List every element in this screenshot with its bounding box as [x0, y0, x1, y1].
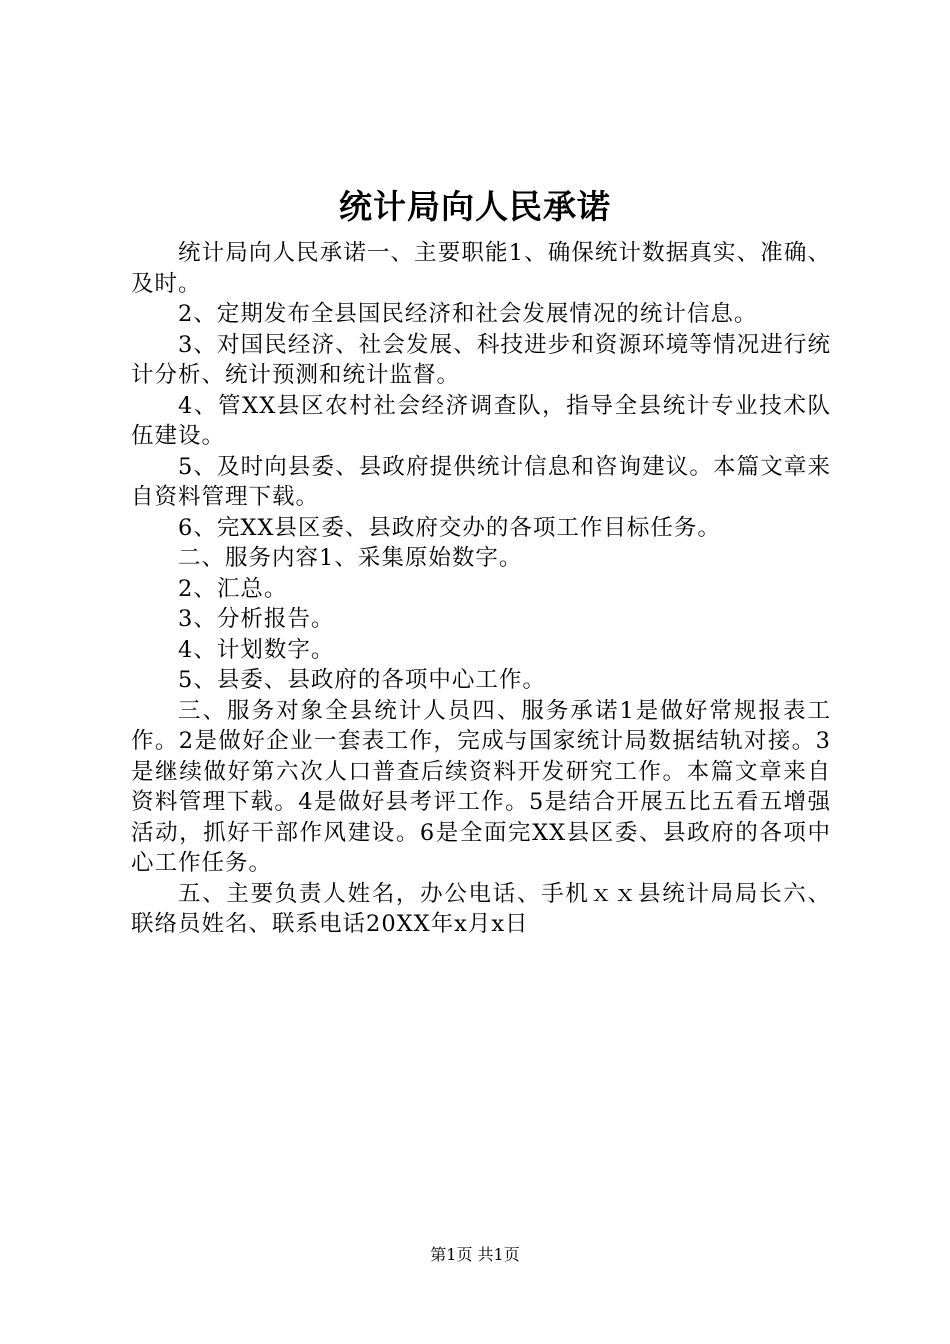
paragraph-12: 三、服务对象全县统计人员四、服务承诺1是做好常规报表工作。2是做好企业一套表工作，完成与国家统计局数据结轨对接。3是继续做好第六次人口普查后续资料开发研究工作。本篇文章来自资料管理下载。4是做好县考评工作。5是结合开展五比五看五增强活动，抓好干部作风建设。6是全面完XX县区委、县政府的各项中心工作任务。 — [131, 697, 831, 876]
paragraph-10: 4、计划数字。 — [178, 636, 335, 663]
paragraph-3: 3、对国民经济、社会发展、科技进步和资源环境等情况进行统计分析、统计预测和统计监督。 — [131, 331, 831, 388]
paragraph-13: 五、主要负责人姓名，办公电话、手机ｘｘ县统计局局长六、联络员姓名、联系电话20XX年x月x日 — [131, 880, 831, 937]
document-body — [131, 238, 831, 940]
paragraph-8: 2、汇总。 — [178, 575, 288, 602]
paragraph-2: 2、定期发布全县国民经济和社会发展情况的统计信息。 — [178, 301, 758, 327]
paragraph-1: 统计局向人民承诺一、主要职能1、确保统计数据真实、准确、及时。 — [131, 240, 831, 297]
page-footer: 第1页 共1页 — [430, 1245, 520, 1264]
paragraph-11: 5、县委、县政府的各项中心工作。 — [178, 667, 546, 693]
paragraph-5: 5、及时向县委、县政府提供统计信息和咨询建议。本篇文章来自资料管理下载。 — [131, 453, 831, 510]
paragraph-4: 4、管XX县区农村社会经济调查队，指导全县统计专业技术队伍建设。 — [131, 392, 831, 449]
paragraph-7: 二、服务内容1、采集原始数字。 — [178, 545, 523, 571]
paragraph-6: 6、完XX县区委、县政府交办的各项工作目标任务。 — [178, 514, 721, 541]
paragraph-9: 3、分析报告。 — [178, 606, 335, 632]
page-title: 统计局向人民承诺 — [339, 187, 611, 226]
